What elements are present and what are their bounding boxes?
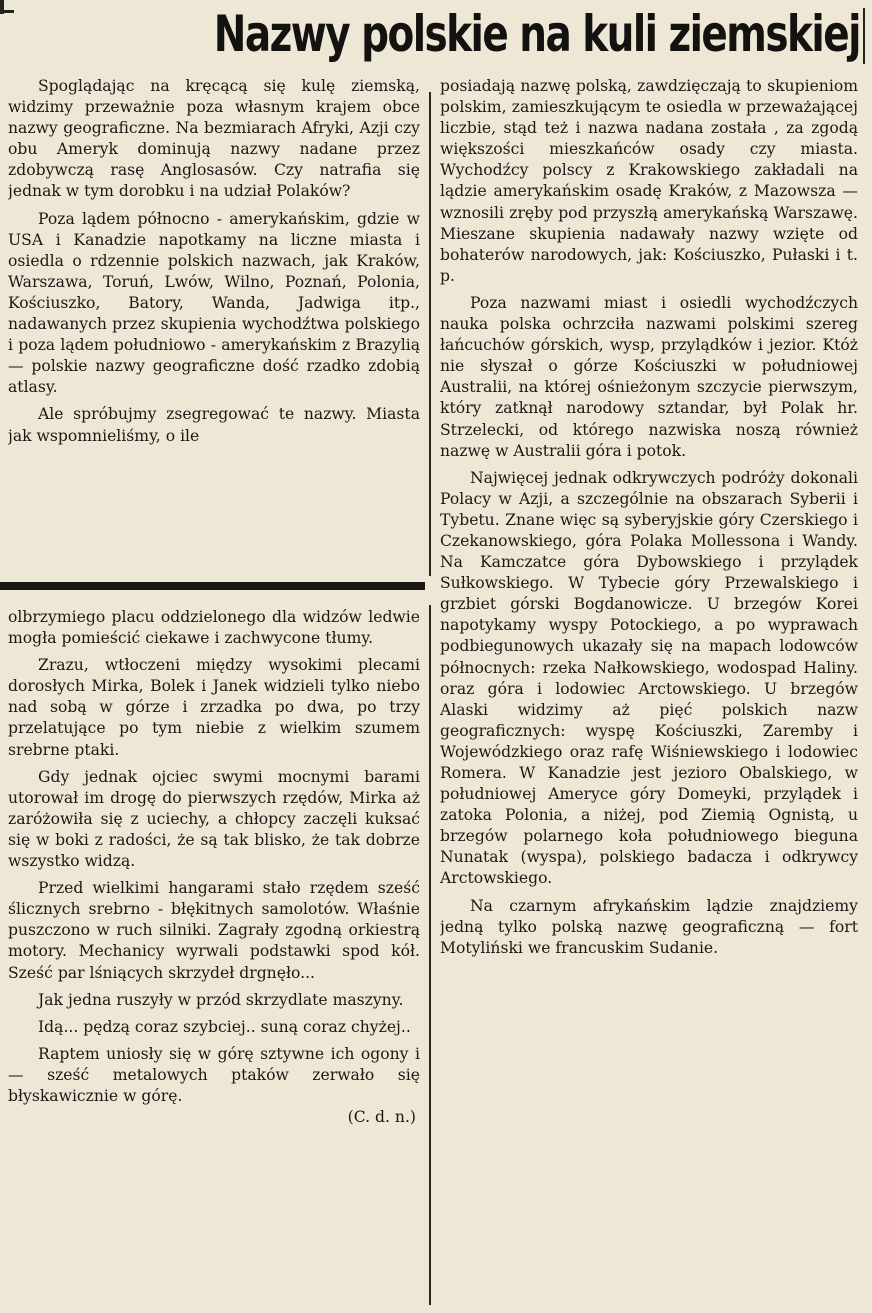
- article-paragraph: Spoglądając na kręcącą się kulę ziemską, widzimy przeważnie poza własnym krajem obce nazwy geograficzne. Na bezmiarach Afryki, Azji czy obu Ameryk dominują nazwy nadane przez zdobywczą rasę Anglosasów. Czy natrafia się jednak w tym dorobku i na udział Polaków?: [8, 77, 420, 201]
- serial-story-column: [8, 607, 420, 1309]
- story-paragraph: Przed wielkimi hangarami stało rzędem sześć ślicznych srebrno - błękitnych samolotów. Właśnie puszczono w ruch silniki. Zagrały zgodną orkiestrą motory. Mechanicy wyrwali podstawki spod kół. Sześć par lśniących skrzydeł drgnęło...: [8, 879, 420, 982]
- right-edge-mark: [863, 8, 865, 64]
- article-paragraph: Najwięcej jednak odkrywczych podróży dokonali Polacy w Azji, a szczególnie na obszarach Syberii i Tybetu. Znane więc są syberyjskie góry Czerskiego i Czekanowskiego, góra Polaka Mollessona i Wandy. Na Kamczatce góra Dybowskiego i przylądek Sułkowskiego. W Tybecie góry Przewalskiego i grzbiet górski Bogdanowicze. U brzegów Korei napotykamy wyspy Potockiego, a po wyprawach podbiegunowych ukazały się na mapach lodowców północnych: rzeka Nałkowskiego, wodospad Haliny. oraz góra i lodowiec Arctowskiego. U brzegów Alaski widzimy aż pięć polskich nazw geograficznych: wyspę Kościuszki, Zaremby i Wojewódzkiego oraz rafę Wiśniewskiego i lodowiec Romera. W Kanadzie jest jezioro Obalskiego, w południowej Ameryce góry Domeyki, przylądek i zatoka Polonia, a niżej, pod Ziemią Ognistą, u brzegów polarnego koła południowego bieguna Nunatak (wyspa), polskiego badacza i odkrywcy Arctowskiego.: [440, 468, 858, 888]
- section-separator: [0, 582, 425, 590]
- story-paragraph: Raptem uniosły się w górę sztywne ich ogony i — sześć metalowych ptaków zerwało się błyskawicznie w górę.: [8, 1044, 420, 1105]
- article-paragraph: Poza lądem północno - amerykańskim, gdzie w USA i Kanadzie napotkamy na liczne miasta i osiedla o rdzennie polskich nazwach, jak Kraków, Warszawa, Toruń, Lwów, Wilno, Poznań, Polonia, Kościuszko, Batory, Wanda, Jadwiga itp., nadawanych przez skupienia wychodźtwa polskiego i poza lądem południowo - amerykańskim z Brazylią — polskie nazwy geograficzne dość rzadko zdobią atlasy.: [8, 209, 420, 397]
- article-paragraph: posiadają nazwę polską, zawdzięczają to skupieniom polskim, zamieszkującym te osiedla w przeważającej liczbie, stąd też i nazwa nadana została , za zgodą większości mieszkańców osady czy miasta. Wychodźcy polscy z Krakowskiego zakładali na lądzie amerykańskim osadę Kraków, z Mazowsza — wznosili zręby pod przyszłą amerykańską Warszawę. Mieszane skupienia nadawały nazwy wzięte od bohaterów narodowych, jak: Kościuszko, Pułaski i t. p.: [440, 77, 858, 285]
- story-paragraph: Gdy jednak ojciec swymi mocnymi barami utorował im drogę do pierwszych rzędów, Mirka aż zaróżowiła się z uciechy, a chłopcy zaczęli kuksać się w boki z radości, że są tak blisko, że tak dobrze wszystko widzą.: [8, 767, 420, 871]
- story-paragraph: olbrzymiego placu oddzielonego dla widzów ledwie mogła pomieścić ciekawe i zachwycone tłumy.: [8, 608, 420, 648]
- continuation-note: (C. d. n.): [347, 1108, 416, 1127]
- article-paragraph: Na czarnym afrykańskim lądzie znajdziemy jedną tylko polską nazwę geograficzną — fort Motyliński we francuskim Sudanie.: [440, 896, 858, 957]
- story-paragraph: Jak jedna ruszyły w przód skrzydlate maszyny.: [38, 990, 404, 1009]
- article-paragraph: Ale spróbujmy zsegregować te nazwy. Miasta jak wspomnieliśmy, o ile: [8, 405, 420, 445]
- corner-mark: [0, 10, 14, 13]
- article-title: Nazwy polskie na kuli ziemskiej: [213, 5, 860, 63]
- story-paragraph: Zrazu, wtłoczeni między wysokimi plecami dorosłych Mirka, Bolek i Janek widzieli tylko niebo nad sobą w górze i zrzadka po dwa, po trzy przelatujące po tym niebie z wielkim szumem srebrne ptaki.: [8, 656, 420, 759]
- article-paragraph: Poza nazwami miast i osiedli wychodźczych nauka polska ochrzciła nazwami polskimi szereg łańcuchów górskich, wysp, przylądków i jezior. Któż nie słyszał o górze Kościuszki w południowej Australii, na której ośnieżonym szczycie pierwszym, który zatknął narodowy sztandar, był Polak hr. Strzelecki, od którego nazwiska noszą również nazwę w Australii góra i potok.: [440, 293, 858, 460]
- column-divider: [429, 92, 431, 576]
- article-column-right: [440, 76, 858, 1306]
- article-column-left: [8, 76, 420, 574]
- story-paragraph: Idą... pędzą coraz szybciej.. suną coraz chyżej..: [38, 1017, 411, 1036]
- column-divider: [429, 605, 431, 1305]
